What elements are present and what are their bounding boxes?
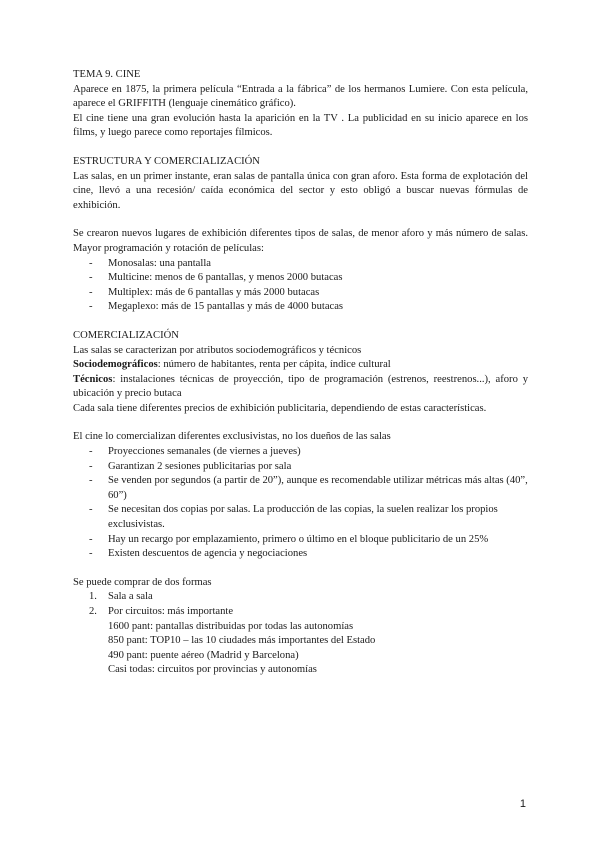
list-item xyxy=(73,605,528,620)
intro-paragraph-1: Aparece en 1875, la primera película “Entrada a la fábrica” de los hermanos Lumiere. Con esta película, aparece el GRIFFITH (lenguaje cinemático gráfico). xyxy=(73,83,528,110)
list-item xyxy=(73,590,528,605)
list-item: - Existen descuentos de agencia y negociaciones xyxy=(73,547,528,562)
list-item: - Megaplexo: más de 15 pantallas y más de 4000 butacas xyxy=(73,300,528,315)
list-item: - Monosalas: una pantalla xyxy=(73,257,528,272)
list-item: - Proyecciones semanales (de viernes a jueves) xyxy=(73,445,528,460)
page-number: 1 xyxy=(519,798,526,810)
section1-paragraph-2: Se crearon nuevos lugares de exhibición diferentes tipos de salas, de menor aforo y más número de salas. Mayor programación y rotación de películas: xyxy=(73,228,528,254)
socio-text: : número de habitantes, renta per cápita, índice cultural xyxy=(157,359,391,371)
section1-paragraph-1: Las salas, en un primer instante, eran salas de pantalla única con gran aforo. Esta forma de explotación del cine, llevó a una recesión/ caída económica del sector y esto obligó a buscar nuevas fórmulas de exhibición. xyxy=(73,170,528,211)
tech-label: Técnicos xyxy=(73,373,113,385)
section-heading-comercializacion: COMERCIALIZACIÓN xyxy=(73,329,179,341)
section2-paragraph-2: Cada sala tiene diferentes precios de exhibición publicitaria, dependiendo de estas características. xyxy=(73,402,487,414)
document-title: TEMA 9. CINE xyxy=(73,69,141,80)
circuit-line: 850 pant: TOP10 – las 10 ciudades más importantes del Estado xyxy=(108,635,376,647)
list-item-label: Sala a sala xyxy=(108,591,153,603)
list-item: - Multicine: menos de 6 pantallas, y menos 2000 butacas xyxy=(73,271,528,286)
list-item: - Garantizan 2 sesiones publicitarias por sala xyxy=(73,460,528,475)
tech-paragraph xyxy=(73,373,528,402)
list-item: - Hay un recargo por emplazamiento, primero o último en el bloque publicitario de un 25% xyxy=(73,533,528,548)
tech-text: : instalaciones técnicas de proyección, tipo de programación (estrenos, reestrenos...), aforo y ubicación y precio butaca xyxy=(73,373,528,400)
socio-paragraph xyxy=(73,358,528,373)
list-marker: 2. xyxy=(89,606,97,617)
list-item: - Multiplex: más de 6 pantallas y más 2000 butacas xyxy=(73,286,528,301)
circuit-line: Casi todas: circuitos por provincias y autonomías xyxy=(108,664,317,676)
list-item: - Se venden por segundos (a partir de 20”), aunque es recomendable utilizar métricas más altas (40”, 60”) xyxy=(73,474,528,503)
circuit-line: 1600 pant: pantallas distribuidas por todas las autonomías xyxy=(108,620,354,632)
intro-paragraph-2: El cine tiene una gran evolución hasta la aparición en la TV . La publicidad en su inicio aparece en los films, y luego parece como reportajes fílmicos. xyxy=(73,112,528,139)
distribution-list xyxy=(73,445,528,562)
list-marker: 1. xyxy=(89,591,97,603)
section2-paragraph-1: Las salas se caracterizan por atributos sociodemográficos y técnicos xyxy=(73,344,362,356)
section2-paragraph-3: El cine lo comercializan diferentes exclusivistas, no los dueños de las salas xyxy=(73,431,391,443)
socio-label: Sociodemográficos xyxy=(73,359,158,371)
circuit-line: 490 pant: puente aéreo (Madrid y Barcelona) xyxy=(108,649,299,661)
buy-intro: Se puede comprar de dos formas xyxy=(73,576,212,588)
buy-options-list xyxy=(73,590,528,619)
section-heading-estructura: ESTRUCTURA Y COMERCIALIZACIÓN xyxy=(73,155,260,167)
room-types-list xyxy=(73,257,528,315)
list-item: - Se necesitan dos copias por salas. La producción de las copias, la suelen realizar los propios exclusivistas. xyxy=(73,503,528,532)
list-item-label: Por circuitos: más importante xyxy=(108,606,234,617)
